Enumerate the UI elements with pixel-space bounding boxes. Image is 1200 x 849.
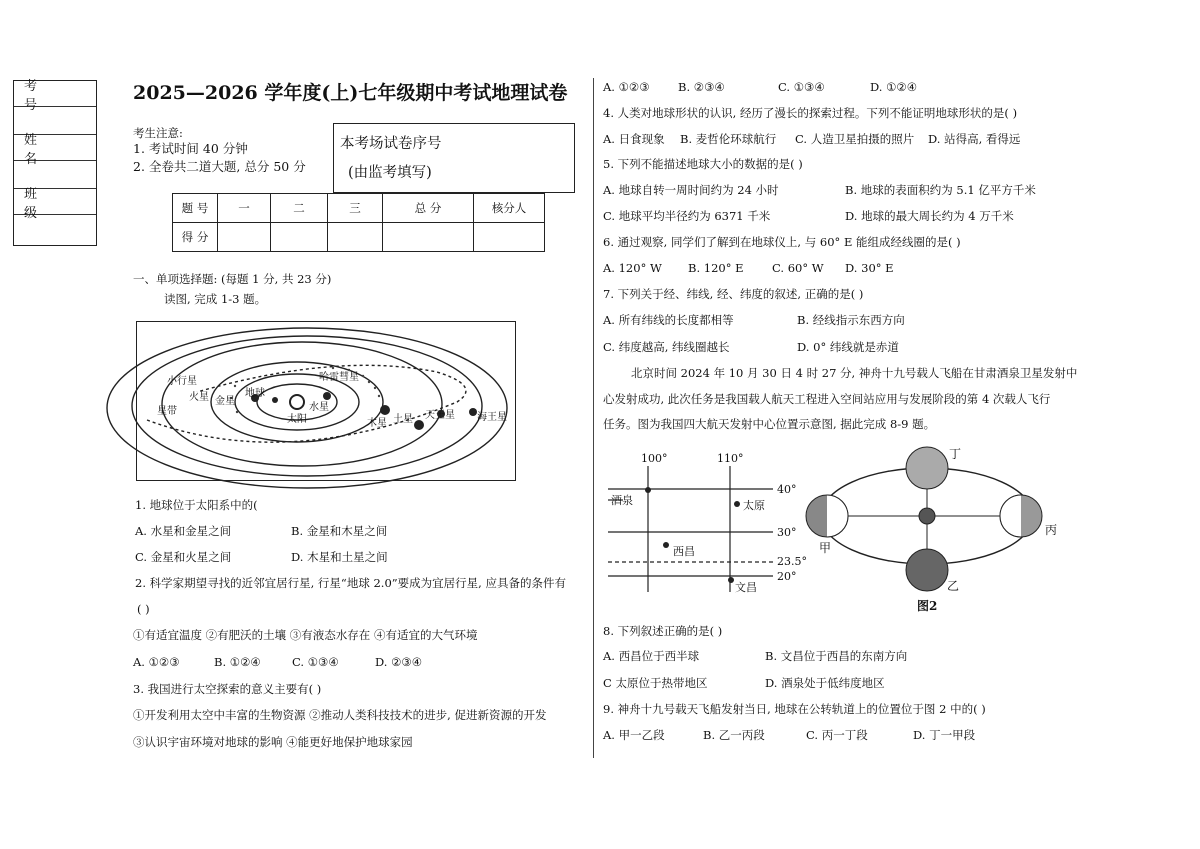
q3-option-b[interactable]: B. ②③④ (678, 80, 725, 94)
read-map-instruction: 读图, 完成 1-3 题。 (164, 292, 267, 306)
q6-option-a[interactable]: A. 120° W (603, 261, 662, 275)
label-earth: 地球 (245, 388, 265, 399)
score-cell[interactable] (383, 223, 474, 252)
q8-option-a[interactable]: A. 西昌位于西半球 (603, 649, 700, 663)
q8-stem: 8. 下列叙述正确的是( ) (603, 624, 723, 638)
q5-option-c[interactable]: C. 地球平均半径约为 6371 千米 (603, 209, 771, 223)
score-row-label: 得 分 (173, 223, 218, 252)
q4-stem: 4. 人类对地球形状的认识, 经历了漫长的探索过程。下列不能证明地球形状的是( ) (603, 106, 1018, 120)
passage-line-3: 任务。图为我国四大航天发射中心位置示意图, 据此完成 8-9 题。 (603, 417, 936, 431)
score-cell[interactable] (474, 223, 545, 252)
q9-option-d[interactable]: D. 丁一甲段 (913, 728, 976, 742)
score-header-cell: 二 (271, 194, 328, 223)
q3-option-c[interactable]: C. ①③④ (778, 80, 825, 94)
seq-line-2: (由监考填写) (348, 165, 432, 181)
label-jupiter: 木星 (367, 418, 387, 429)
lat-23-5: 23.5° (777, 555, 807, 568)
label-small-planet: 小行星 (167, 376, 197, 387)
q7-option-d[interactable]: D. 0° 纬线就是赤道 (797, 340, 899, 354)
q7-option-c[interactable]: C. 纬度越高, 纬线圈越长 (603, 340, 730, 354)
q8-option-b[interactable]: B. 文昌位于西昌的东南方向 (765, 649, 908, 663)
q1-option-d[interactable]: D. 木星和土星之间 (291, 550, 388, 564)
name-label: 姓 名 (14, 135, 96, 161)
orbit-label-bing: 丙 (1045, 523, 1058, 537)
orbit-label-ding: 丁 (949, 447, 962, 461)
class-label: 班 级 (14, 189, 96, 215)
score-header-cell: 总 分 (383, 194, 474, 223)
lon-100: 100° (641, 452, 668, 465)
q5-option-b[interactable]: B. 地球的表面积约为 5.1 亿平方千米 (845, 183, 1036, 197)
q6-option-b[interactable]: B. 120° E (688, 261, 744, 275)
q9-option-a[interactable]: A. 甲一乙段 (603, 728, 665, 742)
q1-stem: 1. 地球位于太阳系中的( (135, 498, 258, 512)
q7-option-b[interactable]: B. 经线指示东西方向 (797, 313, 905, 327)
q4-option-b[interactable]: B. 麦哲伦环球航行 (680, 132, 777, 146)
solar-system-map (136, 321, 516, 481)
label-belt: 星带 (157, 406, 177, 417)
label-mercury: 水星 (309, 402, 329, 413)
q9-option-b[interactable]: B. 乙一丙段 (703, 728, 765, 742)
lon-110: 110° (717, 452, 744, 465)
q4-option-a[interactable]: A. 日食现象 (603, 132, 665, 146)
section1-heading: 一、单项选择题: (每题 1 分, 共 23 分) (133, 272, 332, 286)
passage-line-2: 心发射成功, 此次任务是我国载人航天工程进入空间站应用与发展阶段的第 4 次载人飞行 (603, 392, 1051, 406)
q9-option-c[interactable]: C. 丙一丁段 (806, 728, 868, 742)
q1-option-b[interactable]: B. 金星和木星之间 (291, 524, 388, 538)
earth-orbit-diagram (803, 444, 1065, 614)
q7-option-a[interactable]: A. 所有纬线的长度都相等 (603, 313, 734, 327)
orbit-label-yi: 乙 (947, 579, 960, 593)
q4-option-d[interactable]: D. 站得高, 看得远 (928, 132, 1021, 146)
score-cell[interactable] (218, 223, 271, 252)
q2-stem: 2. 科学家期望寻找的近邻宜居行星, 行星“地球 2.0”要成为宜居行星, 应具备的条件有 (135, 576, 566, 590)
score-header-cell: 核分人 (474, 194, 545, 223)
q2-paren: ( ) (137, 602, 150, 616)
q8-option-d[interactable]: D. 酒泉处于低纬度地区 (765, 676, 885, 690)
q2-option-c[interactable]: C. ①③④ (292, 655, 339, 669)
label-sun: 太阳 (287, 414, 307, 425)
label-mars: 火星 (189, 392, 209, 403)
q3-items-2: ③认识宇宙环境对地球的影响 ④能更好地保护地球家园 (133, 735, 413, 749)
q1-option-c[interactable]: C. 金星和火星之间 (135, 550, 232, 564)
orbit-label-jia: 甲 (819, 541, 832, 555)
label-comet: 哈雷彗星 (319, 372, 359, 383)
notice-heading: 考生注意: (133, 126, 183, 140)
score-header-cell: 题 号 (173, 194, 218, 223)
notice-line-1: 1. 考试时间 40 分钟 (133, 141, 248, 156)
notice-line-2: 2. 全卷共二道大题, 总分 50 分 (133, 159, 306, 174)
label-neptune: 海王星 (477, 412, 507, 423)
lat-20: 20° (777, 570, 797, 583)
q2-option-a[interactable]: A. ①②③ (133, 655, 180, 669)
score-cell[interactable] (328, 223, 383, 252)
q3-option-d[interactable]: D. ①②④ (870, 80, 918, 94)
score-header-cell: 一 (218, 194, 271, 223)
exam-no-label: 考 号 (14, 81, 96, 107)
q6-stem: 6. 通过观察, 同学们了解到在地球仪上, 与 60° E 能组成经线圈的是( ) (603, 235, 961, 249)
q4-option-c[interactable]: C. 人造卫星拍摄的照片 (795, 132, 915, 146)
label-saturn: 土星 (393, 414, 413, 425)
label-uranus: 天王星 (425, 410, 455, 421)
city-jiuquan: 酒泉 (611, 494, 633, 507)
q3-items-1: ①开发利用太空中丰富的生物资源 ②推动人类科技技术的进步, 促进新资源的开发 (133, 708, 547, 722)
score-table (172, 193, 545, 252)
q5-option-a[interactable]: A. 地球自转一周时间约为 24 小时 (603, 183, 779, 197)
score-header-cell: 三 (328, 194, 383, 223)
q1-option-a[interactable]: A. 水星和金星之间 (135, 524, 232, 538)
launch-center-map (603, 452, 807, 600)
city-taiyuan: 太原 (743, 499, 765, 512)
score-cell[interactable] (271, 223, 328, 252)
q6-option-c[interactable]: C. 60° W (772, 261, 824, 275)
label-venus: 金星 (215, 396, 235, 407)
q2-items: ①有适宜温度 ②有肥沃的土壤 ③有液态水存在 ④有适宜的大气环境 (133, 628, 478, 642)
figure-2-caption: 图2 (917, 599, 938, 613)
q8-option-c[interactable]: C 太原位于热带地区 (603, 676, 708, 690)
q5-option-d[interactable]: D. 地球的最大周长约为 4 万千米 (845, 209, 1014, 223)
q9-stem: 9. 神舟十九号载天飞船发射当日, 地球在公转轨道上的位置位于图 2 中的( ) (603, 702, 986, 716)
lat-30: 30° (777, 526, 797, 539)
city-xichang: 西昌 (673, 545, 695, 558)
q3-stem: 3. 我国进行太空探索的意义主要有( ) (133, 682, 322, 696)
student-id-box (13, 80, 97, 246)
q2-option-d[interactable]: D. ②③④ (375, 655, 423, 669)
q5-stem: 5. 下列不能描述地球大小的数据的是( ) (603, 157, 803, 171)
column-divider (593, 78, 594, 758)
page-title: 2025—2026 学年度(上)七年级期中考试地理试卷 (133, 82, 568, 104)
q6-option-d[interactable]: D. 30° E (845, 261, 894, 275)
q3-option-a[interactable]: A. ①②③ (603, 80, 650, 94)
q7-stem: 7. 下列关于经、纬线, 经、纬度的叙述, 正确的是( ) (603, 287, 864, 301)
lat-40: 40° (777, 483, 797, 496)
q2-option-b[interactable]: B. ①②④ (214, 655, 261, 669)
seat-sequence-box (333, 123, 575, 193)
passage-line-1: 北京时间 2024 年 10 月 30 日 4 时 27 分, 神舟十九号载人飞船在甘肃酒泉卫星发射中 (631, 366, 1078, 380)
city-wenchang: 文昌 (735, 581, 757, 594)
seq-line-1: 本考场试卷序号 (340, 136, 442, 152)
